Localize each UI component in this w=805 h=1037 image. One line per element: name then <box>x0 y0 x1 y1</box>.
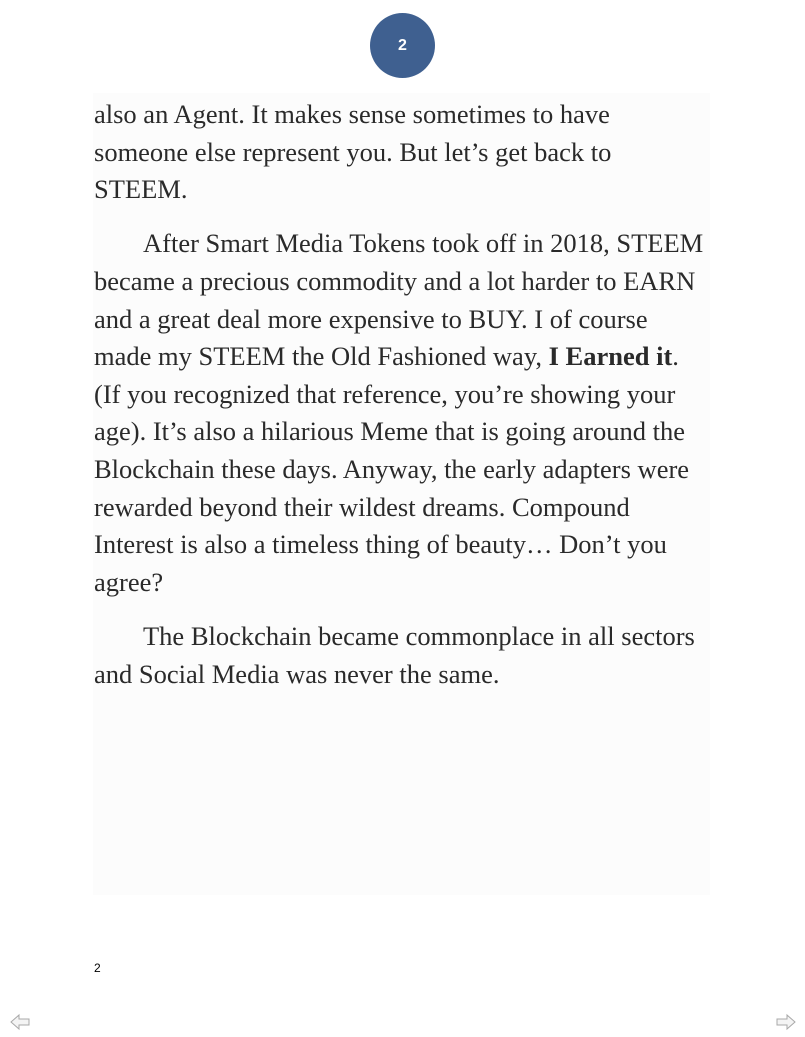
page-number-badge-label: 2 <box>398 36 407 54</box>
paragraph-3: The Blockchain became commonplace in all sectors and Social Media was never the same. <box>94 620 695 689</box>
paragraph-1: also an Agent. It makes sense sometimes to have someone else represent you. But let’s get back to STEEM. <box>94 99 612 205</box>
page-number-badge <box>370 13 435 78</box>
next-page-button[interactable] <box>776 1013 796 1031</box>
document-body <box>94 96 708 710</box>
paragraph-2-bold-text: I Earned it <box>548 341 673 372</box>
arrow-left-icon <box>10 1013 30 1031</box>
previous-page-button[interactable] <box>10 1013 30 1031</box>
paragraph-2-text-end: . (If you recognized that reference, you’re showing your age). It’s also a hilarious Meme that is going around the Blockchain these days. Anyway, the early adapters were rewarded beyond their wildest dreams. Compound Interest is also a timeless thing of beauty… Don’t you agree? <box>94 341 690 597</box>
arrow-right-icon <box>776 1013 796 1031</box>
footer-page-number: 2 <box>94 961 101 975</box>
paragraph-2 <box>94 225 708 601</box>
paragraph-2-text-start: After Smart Media Tokens took off in 2018, STEEM became a precious commodity and a lot harder to EARN and a great deal more expensive to BUY. I of course made my STEEM the Old Fashioned way, <box>94 228 704 372</box>
